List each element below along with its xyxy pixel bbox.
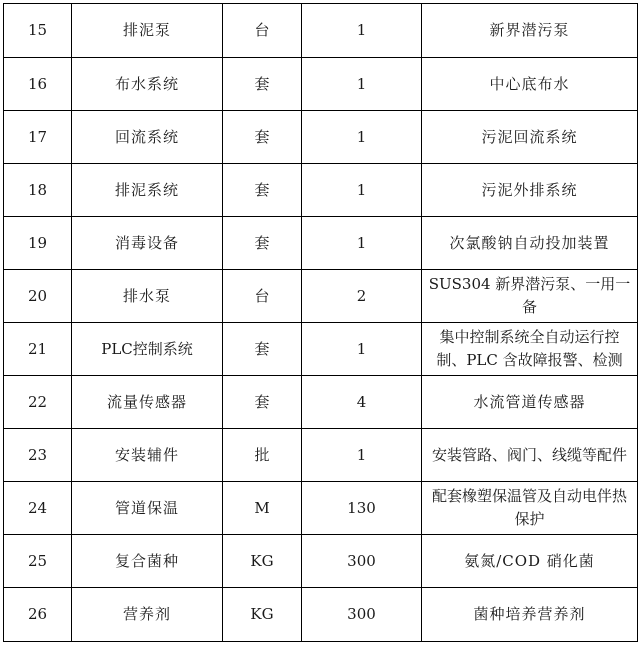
quantity: 300: [302, 535, 422, 588]
table-row: [4, 217, 638, 270]
unit: 批: [223, 429, 302, 482]
row-number: 21: [4, 323, 72, 376]
description: 配套橡塑保温管及自动电伴热保护: [422, 482, 638, 535]
equipment-table: [3, 3, 638, 642]
description: 安装管路、阀门、线缆等配件: [422, 429, 638, 482]
quantity: 4: [302, 376, 422, 429]
quantity: 300: [302, 588, 422, 642]
equipment-name: 消毒设备: [72, 217, 223, 270]
unit: 套: [223, 164, 302, 217]
unit: M: [223, 482, 302, 535]
table-row: [4, 111, 638, 164]
quantity: 1: [302, 217, 422, 270]
description: 集中控制系统全自动运行控制、PLC 含故障报警、检测: [422, 323, 638, 376]
equipment-name: 管道保温: [72, 482, 223, 535]
equipment-name: 排泥泵: [72, 4, 223, 58]
unit: 套: [223, 376, 302, 429]
quantity: 1: [302, 164, 422, 217]
table-row: [4, 164, 638, 217]
description: 氨氮/COD 硝化菌: [422, 535, 638, 588]
unit: 套: [223, 111, 302, 164]
description: 新界潜污泵: [422, 4, 638, 58]
unit: 套: [223, 323, 302, 376]
unit: 台: [223, 4, 302, 58]
description: 次氯酸钠自动投加装置: [422, 217, 638, 270]
unit: KG: [223, 588, 302, 642]
row-number: 25: [4, 535, 72, 588]
quantity: 1: [302, 323, 422, 376]
description: 水流管道传感器: [422, 376, 638, 429]
equipment-name: 流量传感器: [72, 376, 223, 429]
description: 污泥外排系统: [422, 164, 638, 217]
table-row: [4, 588, 638, 642]
row-number: 22: [4, 376, 72, 429]
equipment-name: 复合菌种: [72, 535, 223, 588]
equipment-name: 营养剂: [72, 588, 223, 642]
table-row: [4, 4, 638, 58]
description: 中心底布水: [422, 58, 638, 111]
table-row: [4, 323, 638, 376]
table-row: [4, 482, 638, 535]
row-number: 26: [4, 588, 72, 642]
unit: 台: [223, 270, 302, 323]
row-number: 18: [4, 164, 72, 217]
equipment-name: 安装辅件: [72, 429, 223, 482]
row-number: 24: [4, 482, 72, 535]
table-row: [4, 270, 638, 323]
table-row: [4, 429, 638, 482]
table-row: [4, 535, 638, 588]
row-number: 17: [4, 111, 72, 164]
table-row: [4, 58, 638, 111]
unit: 套: [223, 217, 302, 270]
quantity: 1: [302, 58, 422, 111]
equipment-table-body: [4, 4, 638, 642]
description: SUS304 新界潜污泵、一用一备: [422, 270, 638, 323]
row-number: 19: [4, 217, 72, 270]
table-row: [4, 376, 638, 429]
equipment-name: PLC控制系统: [72, 323, 223, 376]
description: 污泥回流系统: [422, 111, 638, 164]
unit: KG: [223, 535, 302, 588]
equipment-name: 回流系统: [72, 111, 223, 164]
equipment-name: 排泥系统: [72, 164, 223, 217]
description: 菌种培养营养剂: [422, 588, 638, 642]
quantity: 1: [302, 429, 422, 482]
quantity: 130: [302, 482, 422, 535]
equipment-name: 排水泵: [72, 270, 223, 323]
equipment-name: 布水系统: [72, 58, 223, 111]
quantity: 1: [302, 111, 422, 164]
row-number: 16: [4, 58, 72, 111]
quantity: 2: [302, 270, 422, 323]
quantity: 1: [302, 4, 422, 58]
row-number: 20: [4, 270, 72, 323]
row-number: 15: [4, 4, 72, 58]
row-number: 23: [4, 429, 72, 482]
unit: 套: [223, 58, 302, 111]
